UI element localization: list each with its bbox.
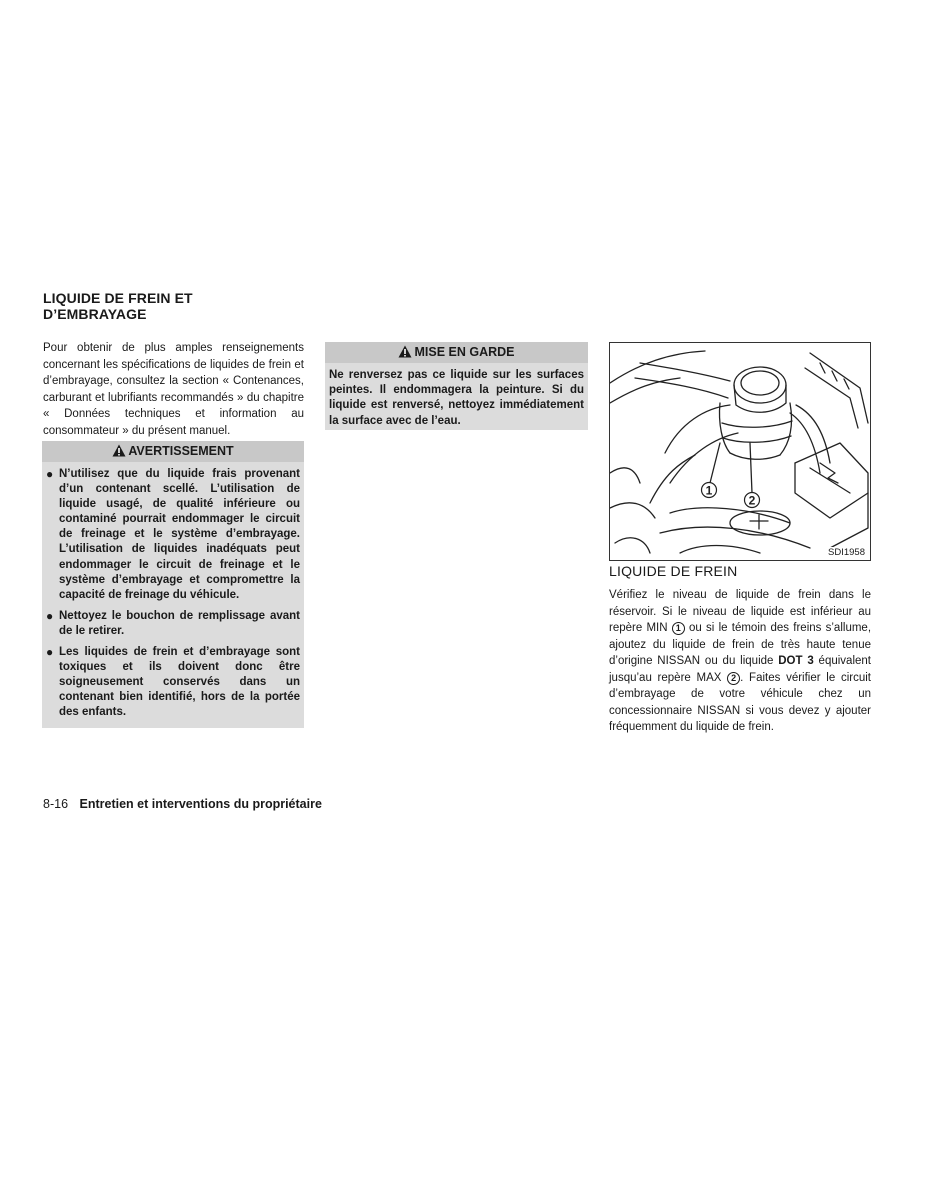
warning-item-text: Les liquides de frein et d’embrayage sont toxiques et ils doivent donc être soigneusement conservés dans un contenant bien identifié, hors de la portée des enfants. (59, 646, 300, 719)
caution-text: Ne renversez pas ce liquide sur les surfaces peintes. Il endommagera la peinture. Si du liquide est renversé, nettoyez immédiatement la surface avec de l’eau. (329, 369, 584, 427)
brake-text-part2: ou si le témoin des freins s’allume, ajoutez du liquide de frein de très haute tenue d’origine NISSAN ou du liquide (609, 622, 872, 667)
callout-2: 2 (748, 493, 756, 508)
caution-box (325, 342, 588, 430)
bullet-icon: ● (46, 608, 54, 623)
min-mark-icon: 1 (672, 622, 685, 635)
warning-triangle-icon (398, 345, 412, 358)
dot3-label: DOT 3 (778, 655, 814, 667)
engine-bay-drawing (610, 343, 870, 560)
section-title (43, 290, 303, 322)
warning-item (46, 645, 300, 720)
warning-item-text: N’utilisez que du liquide frais provenant d’un contenant scellé. L’utilisation de liquide usagé, de qualité inférieure ou contaminé pourrait endommager le circuit de freinage et le système d’embrayage. L’utilisation de liquides inadéquats peut endommager le circuit de freinage et le système d’embrayage et compromettre la capacité de freinage du véhicule. (59, 468, 300, 601)
warning-heading: AVERTISSEMENT (128, 444, 234, 458)
figure-code: SDI1958 (828, 547, 865, 558)
warning-triangle-icon (112, 444, 126, 457)
warning-list (42, 462, 304, 721)
section-title-line2: D’EMBRAYAGE (43, 306, 147, 322)
page-footer (43, 797, 322, 811)
chapter-title: Entretien et interventions du propriétaire (79, 797, 322, 811)
bullet-icon: ● (46, 645, 54, 660)
caution-header (325, 342, 588, 363)
intro-paragraph: Pour obtenir de plus amples renseignements concernant les spécifications de liquides de frein et d’embrayage, consultez la section « Contenances, carburant et lubrifiants recommandés » du chapitre « Données techniques et information au consommateur » du présent manuel. (43, 342, 304, 437)
page-number: 8-16 (43, 797, 69, 811)
warning-box (42, 441, 304, 728)
brake-text-part1: Vérifiez le niveau de liquide de frein dans le réservoir. Si le niveau de liquide est inférieur au repère MIN (609, 589, 871, 634)
brake-fluid-paragraph (609, 587, 871, 736)
callout-1: 1 (705, 483, 713, 498)
warning-item (46, 467, 300, 603)
caution-heading: MISE EN GARDE (414, 345, 515, 359)
warning-item-text: Nettoyez le bouchon de remplissage avant de le retirer. (59, 609, 300, 637)
warning-header (42, 441, 304, 462)
section-title-line1: LIQUIDE DE FREIN ET (43, 290, 193, 306)
brake-reservoir-illustration (609, 342, 871, 561)
brake-text-part3: équivalent jusqu’au repère MAX (609, 655, 871, 684)
brake-fluid-title: LIQUIDE DE FREIN (609, 563, 738, 579)
warning-item (46, 609, 300, 639)
brake-text-part4: . Faites vérifier le circuit d’embrayage de votre véhicule chez un concessionnaire NISSAN si vous devez y ajouter fréquemment du liquide de frein. (609, 671, 871, 733)
bullet-icon: ● (46, 467, 54, 481)
max-mark-icon: 2 (727, 672, 740, 685)
